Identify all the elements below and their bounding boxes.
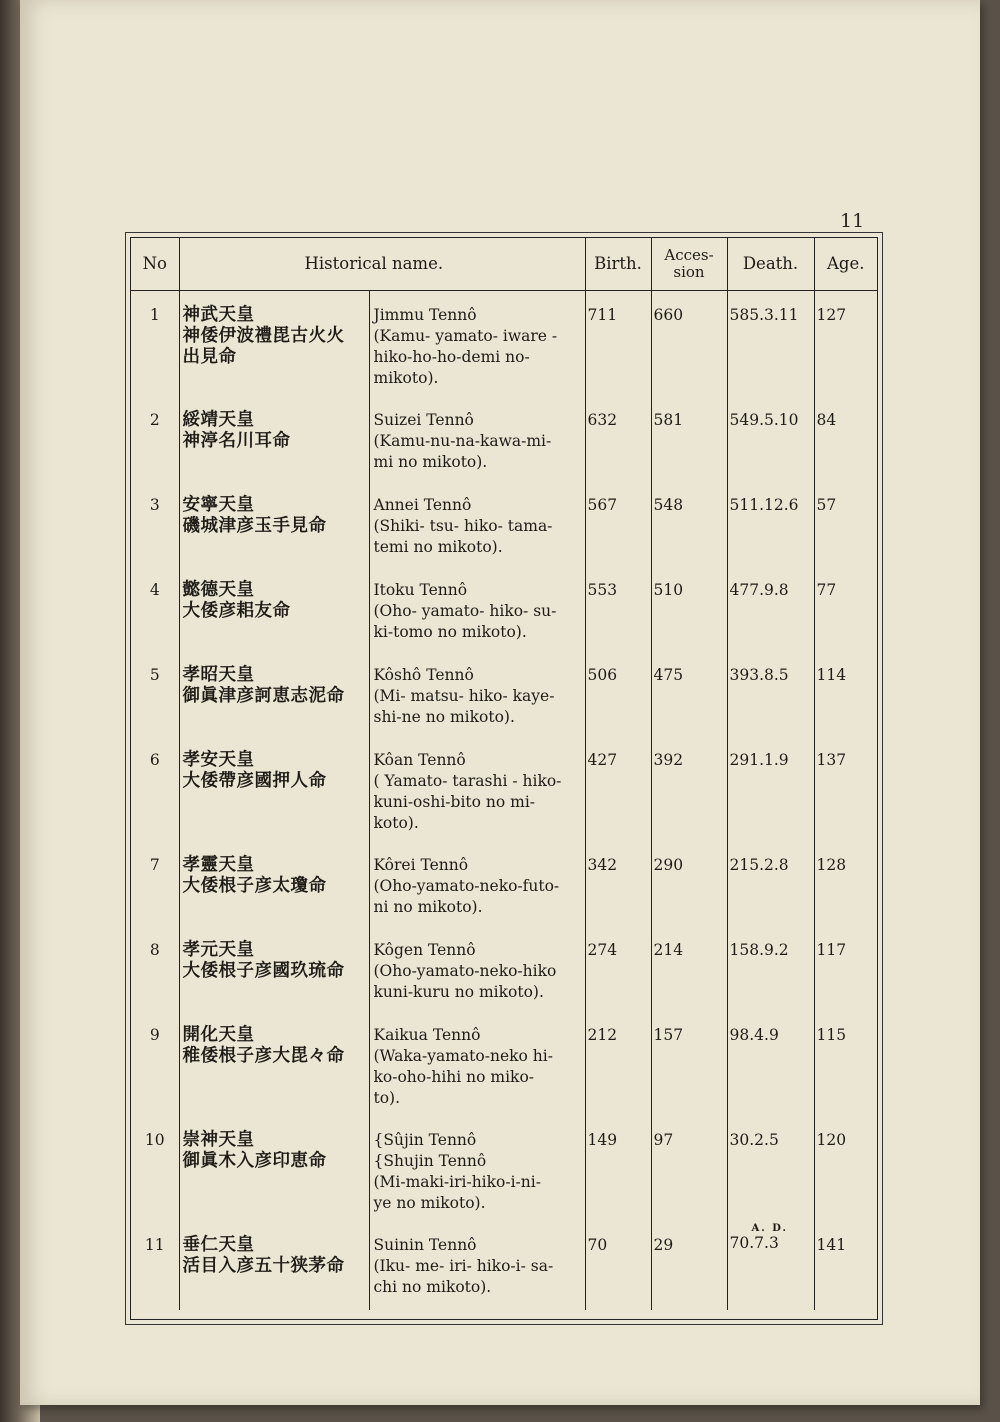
death-date: [727, 1221, 814, 1310]
age-value: 141: [816, 1235, 847, 1254]
row-number: 11: [131, 1221, 179, 1310]
table-row: [131, 736, 877, 841]
romanized-name: [369, 291, 585, 396]
table-row: [131, 1116, 877, 1221]
kanji-line: 出見命: [182, 347, 237, 367]
table-row: [131, 291, 877, 396]
kanji-line: 開化天皇: [182, 1024, 255, 1045]
table-row: [131, 566, 877, 651]
row-number: 1: [131, 291, 179, 396]
romanized-line: (Oho-yamato-neko-futo-: [373, 876, 560, 895]
death-value: 549.5.10: [729, 410, 799, 429]
age-value: 114: [816, 665, 847, 684]
death-date: [727, 566, 814, 651]
romanized-name: [369, 396, 585, 481]
romanized-line: mikoto).: [373, 369, 439, 387]
romanized-name: [369, 481, 585, 566]
kanji-name: [179, 926, 369, 1011]
accession-year: 660: [651, 291, 727, 396]
romanized-name: [369, 1011, 585, 1116]
romanized-line: hiko-ho-ho-demi no-: [373, 348, 530, 366]
row-number: 2: [131, 396, 179, 481]
romanized-name: [369, 1221, 585, 1310]
death-value: 511.12.6: [729, 495, 799, 514]
kanji-name: [179, 481, 369, 566]
kanji-line: 懿德天皇: [182, 579, 255, 600]
romanized-line: (Oho- yamato- hiko- su-: [373, 601, 557, 620]
header-age: Age.: [814, 238, 877, 291]
birth-year: 212: [585, 1011, 651, 1116]
romanized-line: temi no mikoto).: [373, 537, 503, 556]
row-number: 8: [131, 926, 179, 1011]
birth-year: 506: [585, 651, 651, 736]
accession-year: 290: [651, 841, 727, 926]
romanized-line: ( Yamato- tarashi - hiko-: [373, 771, 562, 790]
death-date: [727, 926, 814, 1011]
romanized-line: {Sûjin Tennô: [373, 1130, 477, 1149]
kanji-line: 神渟名川耳命: [182, 430, 291, 451]
table-row: [131, 481, 877, 566]
romanized-line: Kaikua Tennô: [373, 1025, 481, 1044]
age-value: 57: [816, 495, 837, 514]
kanji-name: [179, 396, 369, 481]
accession-year: 29: [651, 1221, 727, 1310]
death-value: 215.2.8: [729, 855, 789, 874]
birth-year: 427: [585, 736, 651, 841]
accession-year: 97: [651, 1116, 727, 1221]
kanji-name: [179, 1011, 369, 1116]
romanized-line: Kôgen Tennô: [373, 940, 476, 959]
kanji-name: [179, 1221, 369, 1310]
kanji-line: 孝靈天皇: [182, 854, 255, 875]
birth-year: 553: [585, 566, 651, 651]
death-date: [727, 651, 814, 736]
death-date: [727, 841, 814, 926]
header-no: No: [131, 238, 179, 291]
row-number: 5: [131, 651, 179, 736]
romanized-line: mi no mikoto).: [373, 452, 488, 471]
romanized-name: [369, 736, 585, 841]
header-death: Death.: [727, 238, 814, 291]
romanized-line: Kôan Tennô: [373, 750, 466, 769]
death-value: 98.4.9: [729, 1025, 779, 1044]
romanized-line: ni no mikoto).: [373, 897, 483, 916]
romanized-name: [369, 1116, 585, 1221]
row-number: 9: [131, 1011, 179, 1116]
table-frame: [125, 232, 883, 1325]
kanji-line: 磯城津彦玉手見命: [182, 515, 327, 536]
death-date: [727, 736, 814, 841]
death-value: 477.9.8: [729, 580, 789, 599]
death-date: [727, 1011, 814, 1116]
romanized-name: [369, 566, 585, 651]
kanji-line: 崇神天皇: [182, 1129, 255, 1150]
kanji-line: 孝元天皇: [182, 939, 255, 960]
kanji-line: 孝昭天皇: [182, 664, 255, 685]
birth-year: 274: [585, 926, 651, 1011]
age-value: 128: [816, 855, 847, 874]
table-row: [131, 651, 877, 736]
table-row: [131, 841, 877, 926]
romanized-line: ko-oho-hihi no miko-: [373, 1067, 535, 1086]
death-date: [727, 396, 814, 481]
romanized-line: Suizei Tennô: [373, 410, 474, 429]
age-value: 127: [816, 306, 847, 324]
age-value: 84: [816, 410, 837, 429]
row-number: 10: [131, 1116, 179, 1221]
romanized-name: [369, 841, 585, 926]
birth-year: 632: [585, 396, 651, 481]
kanji-line: 稚倭根子彦大毘々命: [182, 1045, 345, 1066]
kanji-line: 御眞津彦訶恵志泥命: [182, 685, 345, 706]
romanized-line: (Kamu- yamato- iware -: [373, 327, 558, 345]
death-date: [727, 291, 814, 396]
romanized-name: [369, 926, 585, 1011]
table-row: [131, 1011, 877, 1116]
romanized-line: (Mi-maki-iri-hiko-i-ni-: [373, 1172, 541, 1191]
accession-year: 475: [651, 651, 727, 736]
romanized-line: Annei Tennô: [373, 495, 472, 514]
accession-year: 581: [651, 396, 727, 481]
romanized-line: ki-tomo no mikoto).: [373, 622, 527, 641]
book-page: [20, 0, 980, 1405]
kanji-line: 孝安天皇: [182, 749, 255, 770]
kanji-name: [179, 566, 369, 651]
kanji-line: 安寧天皇: [182, 494, 255, 515]
death-date: [727, 481, 814, 566]
death-value: 585.3.11: [729, 306, 799, 324]
age-value: 77: [816, 580, 837, 599]
death-date: [727, 1116, 814, 1221]
accession-year: 548: [651, 481, 727, 566]
death-value: 158.9.2: [729, 940, 789, 959]
romanized-line: (Oho-yamato-neko-hiko: [373, 961, 557, 980]
birth-year: 711: [585, 291, 651, 396]
birth-year: 149: [585, 1116, 651, 1221]
romanized-line: Jimmu Tennô: [373, 306, 477, 324]
accession-year: 157: [651, 1011, 727, 1116]
romanized-line: shi-ne no mikoto).: [373, 707, 515, 726]
kanji-line: 大倭帶彦國押人命: [182, 770, 327, 791]
birth-year: 567: [585, 481, 651, 566]
accession-year: 214: [651, 926, 727, 1011]
accession-year: 510: [651, 566, 727, 651]
emperors-table: [131, 238, 877, 1310]
header-name: Historical name.: [179, 238, 585, 291]
table-row: [131, 926, 877, 1011]
header-row: [131, 238, 877, 291]
kanji-line: 大倭根子彦國玖琉命: [182, 960, 345, 981]
kanji-line: 垂仁天皇: [182, 1234, 255, 1255]
kanji-name: [179, 736, 369, 841]
page-number: 11: [840, 210, 865, 232]
romanized-line: kuni-kuru no mikoto).: [373, 982, 544, 1001]
kanji-line: 神倭伊波禮毘古火火: [182, 326, 345, 346]
romanized-line: Kôrei Tennô: [373, 855, 469, 874]
romanized-line: to).: [373, 1088, 401, 1107]
romanized-line: koto).: [373, 813, 419, 832]
romanized-name: [369, 651, 585, 736]
age-value: 117: [816, 940, 847, 959]
death-value: 70.7.3: [729, 1233, 779, 1252]
death-value: 291.1.9: [729, 750, 789, 769]
age-value: 115: [816, 1025, 847, 1044]
row-number: 3: [131, 481, 179, 566]
age-value: 120: [816, 1130, 847, 1149]
birth-year: 342: [585, 841, 651, 926]
romanized-line: {Shujin Tennô: [373, 1151, 487, 1170]
romanized-line: (Kamu-nu-na-kawa-mi-: [373, 431, 552, 450]
romanized-line: (Waka-yamato-neko hi-: [373, 1046, 553, 1065]
kanji-line: 綏靖天皇: [182, 409, 255, 430]
romanized-line: chi no mikoto).: [373, 1277, 492, 1296]
kanji-name: [179, 291, 369, 396]
row-number: 7: [131, 841, 179, 926]
accession-year: 392: [651, 736, 727, 841]
table-row: [131, 1221, 877, 1310]
romanized-line: (Shiki- tsu- hiko- tama-: [373, 516, 553, 535]
header-accession: Acces-sion: [651, 238, 727, 291]
kanji-line: 大倭根子彦太瓊命: [182, 875, 327, 896]
kanji-line: 活目入彦五十狭茅命: [182, 1255, 345, 1276]
kanji-line: 御眞木入彦印恵命: [182, 1150, 327, 1171]
age-value: 137: [816, 750, 847, 769]
romanized-line: Kôshô Tennô: [373, 665, 474, 684]
kanji-name: [179, 841, 369, 926]
kanji-name: [179, 651, 369, 736]
header-birth: Birth.: [585, 238, 651, 291]
table-row: [131, 396, 877, 481]
kanji-line: 大倭彦耜友命: [182, 600, 291, 621]
romanized-line: kuni-oshi-bito no mi-: [373, 792, 536, 811]
era-label: A. D.: [751, 1222, 789, 1234]
row-number: 4: [131, 566, 179, 651]
romanized-line: (Iku- me- iri- hiko-i- sa-: [373, 1256, 554, 1275]
romanized-line: (Mi- matsu- hiko- kaye-: [373, 686, 555, 705]
death-value: 393.8.5: [729, 665, 789, 684]
death-value: 30.2.5: [729, 1130, 779, 1149]
kanji-line: 神武天皇: [182, 305, 255, 325]
kanji-name: [179, 1116, 369, 1221]
romanized-line: Suinin Tennô: [373, 1235, 477, 1254]
romanized-line: Itoku Tennô: [373, 580, 468, 599]
row-number: 6: [131, 736, 179, 841]
birth-year: 70: [585, 1221, 651, 1310]
romanized-line: ye no mikoto).: [373, 1193, 486, 1212]
